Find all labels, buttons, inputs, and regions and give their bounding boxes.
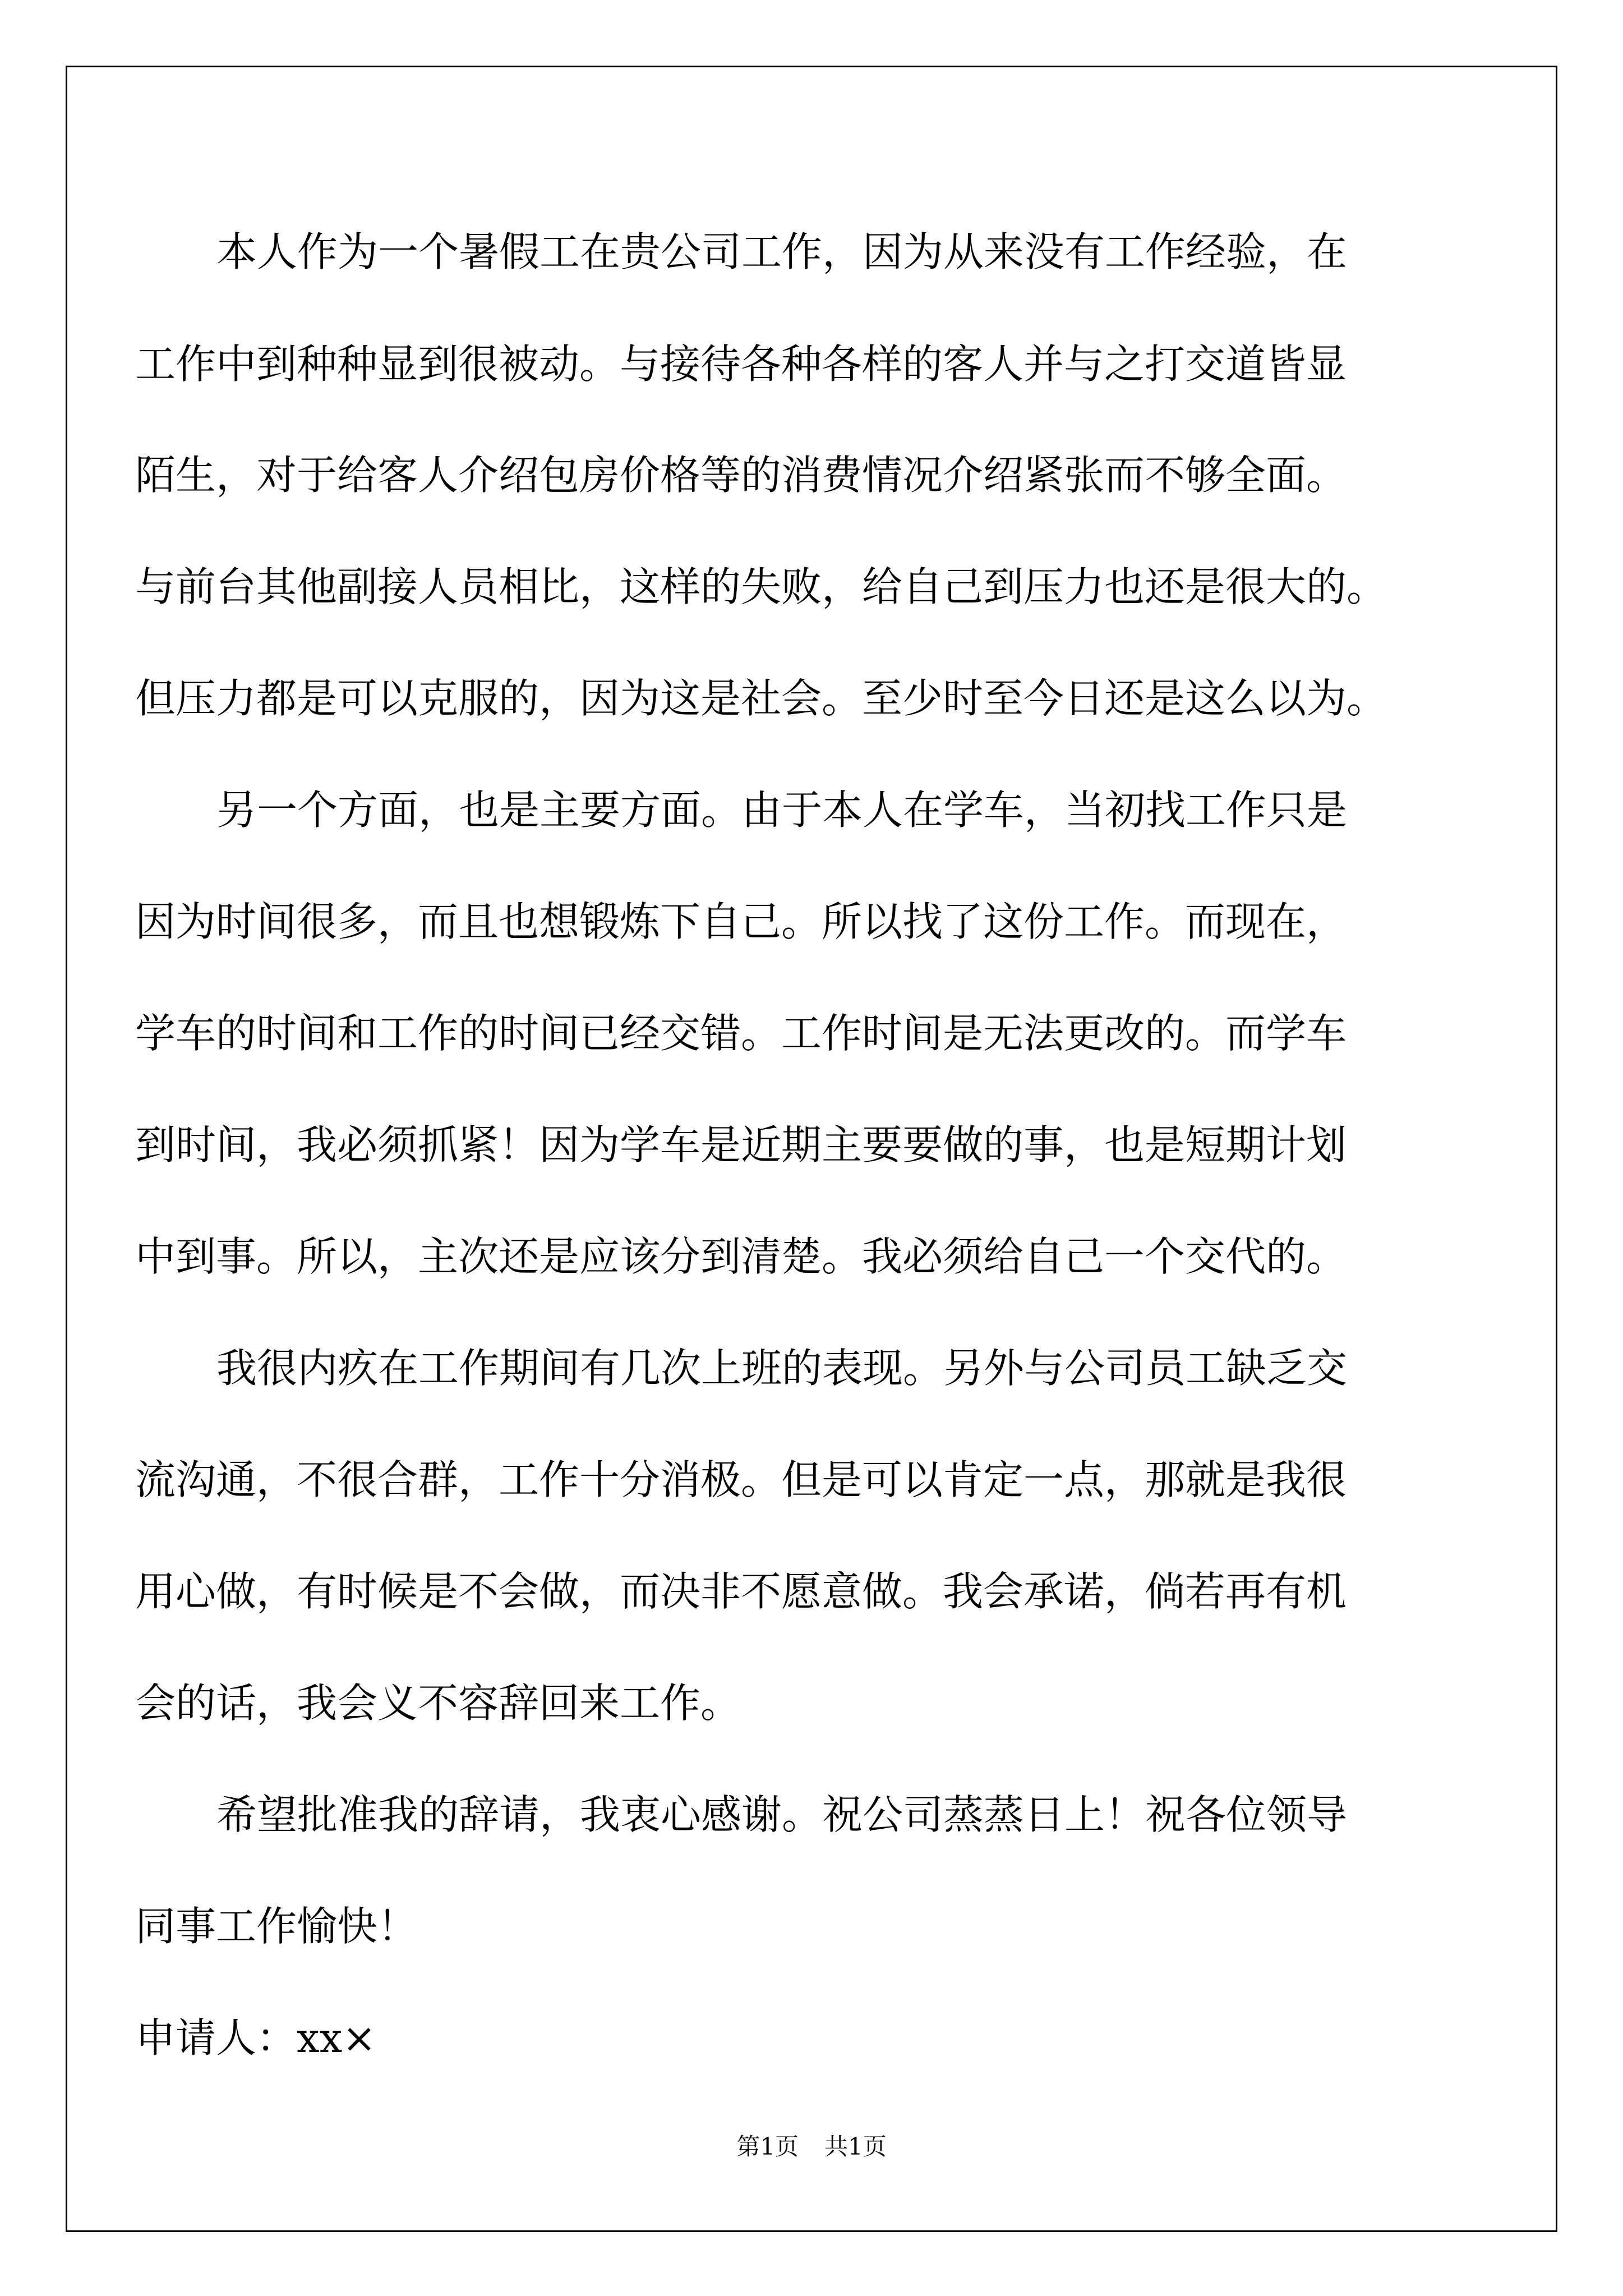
paragraph-2-line-3: 学车的时间和工作的时间已经交错。工作时间是无法更改的。而学车 <box>135 1010 1347 1057</box>
paragraph-4-line-2: 同事工作愉快！ <box>135 1903 418 1950</box>
paragraph-4-line-1: 希望批准我的辞请，我衷心感谢。祝公司蒸蒸日上！祝各位领导 <box>216 1791 1348 1838</box>
paragraph-1-line-1: 本人作为一个暑假工在贵公司工作，因为从来没有工作经验，在 <box>216 228 1348 275</box>
applicant-signature-line: 申请人：xx× <box>135 2014 376 2062</box>
paragraph-1-line-3: 陌生，对于给客人介绍包房价格等的消费情况介绍紧张而不够全面。 <box>135 452 1347 499</box>
paragraph-3-line-1: 我很内疚在工作期间有几次上班的表现。另外与公司员工缺乏交 <box>216 1345 1348 1392</box>
paragraph-2-line-1: 另一个方面，也是主要方面。由于本人在学车，当初找工作只是 <box>216 786 1348 834</box>
paragraph-2-line-4: 到时间，我必须抓紧！因为学车是近期主要要做的事，也是短期计划 <box>135 1121 1347 1168</box>
paragraph-1-line-5: 但压力都是可以克服的，因为这是社会。至少时至今日还是这么以为。 <box>135 675 1387 722</box>
paragraph-2-line-5: 中到事。所以，主次还是应该分到清楚。我必须给自己一个交代的。 <box>135 1233 1347 1280</box>
page-footer <box>0 2135 1623 2159</box>
paragraph-2-line-2: 因为时间很多，而且也想锻炼下自己。所以找了这份工作。而现在， <box>135 898 1347 945</box>
page-number-total: 共1页 <box>824 2133 887 2160</box>
paragraph-3-line-3: 用心做，有时候是不会做，而决非不愿意做。我会承诺，倘若再有机 <box>135 1568 1347 1615</box>
paragraph-3-line-2: 流沟通，不很合群，工作十分消极。但是可以肯定一点，那就是我很 <box>135 1456 1347 1503</box>
paragraph-1-line-4: 与前台其他副接人员相比，这样的失败，给自己到压力也还是很大的。 <box>135 563 1387 610</box>
page-number-current: 第1页 <box>736 2133 799 2160</box>
paragraph-1-line-2: 工作中到种种显到很被动。与接待各种各样的客人并与之打交道皆显 <box>135 341 1347 388</box>
paragraph-3-line-4: 会的话，我会义不容辞回来工作。 <box>135 1680 741 1727</box>
